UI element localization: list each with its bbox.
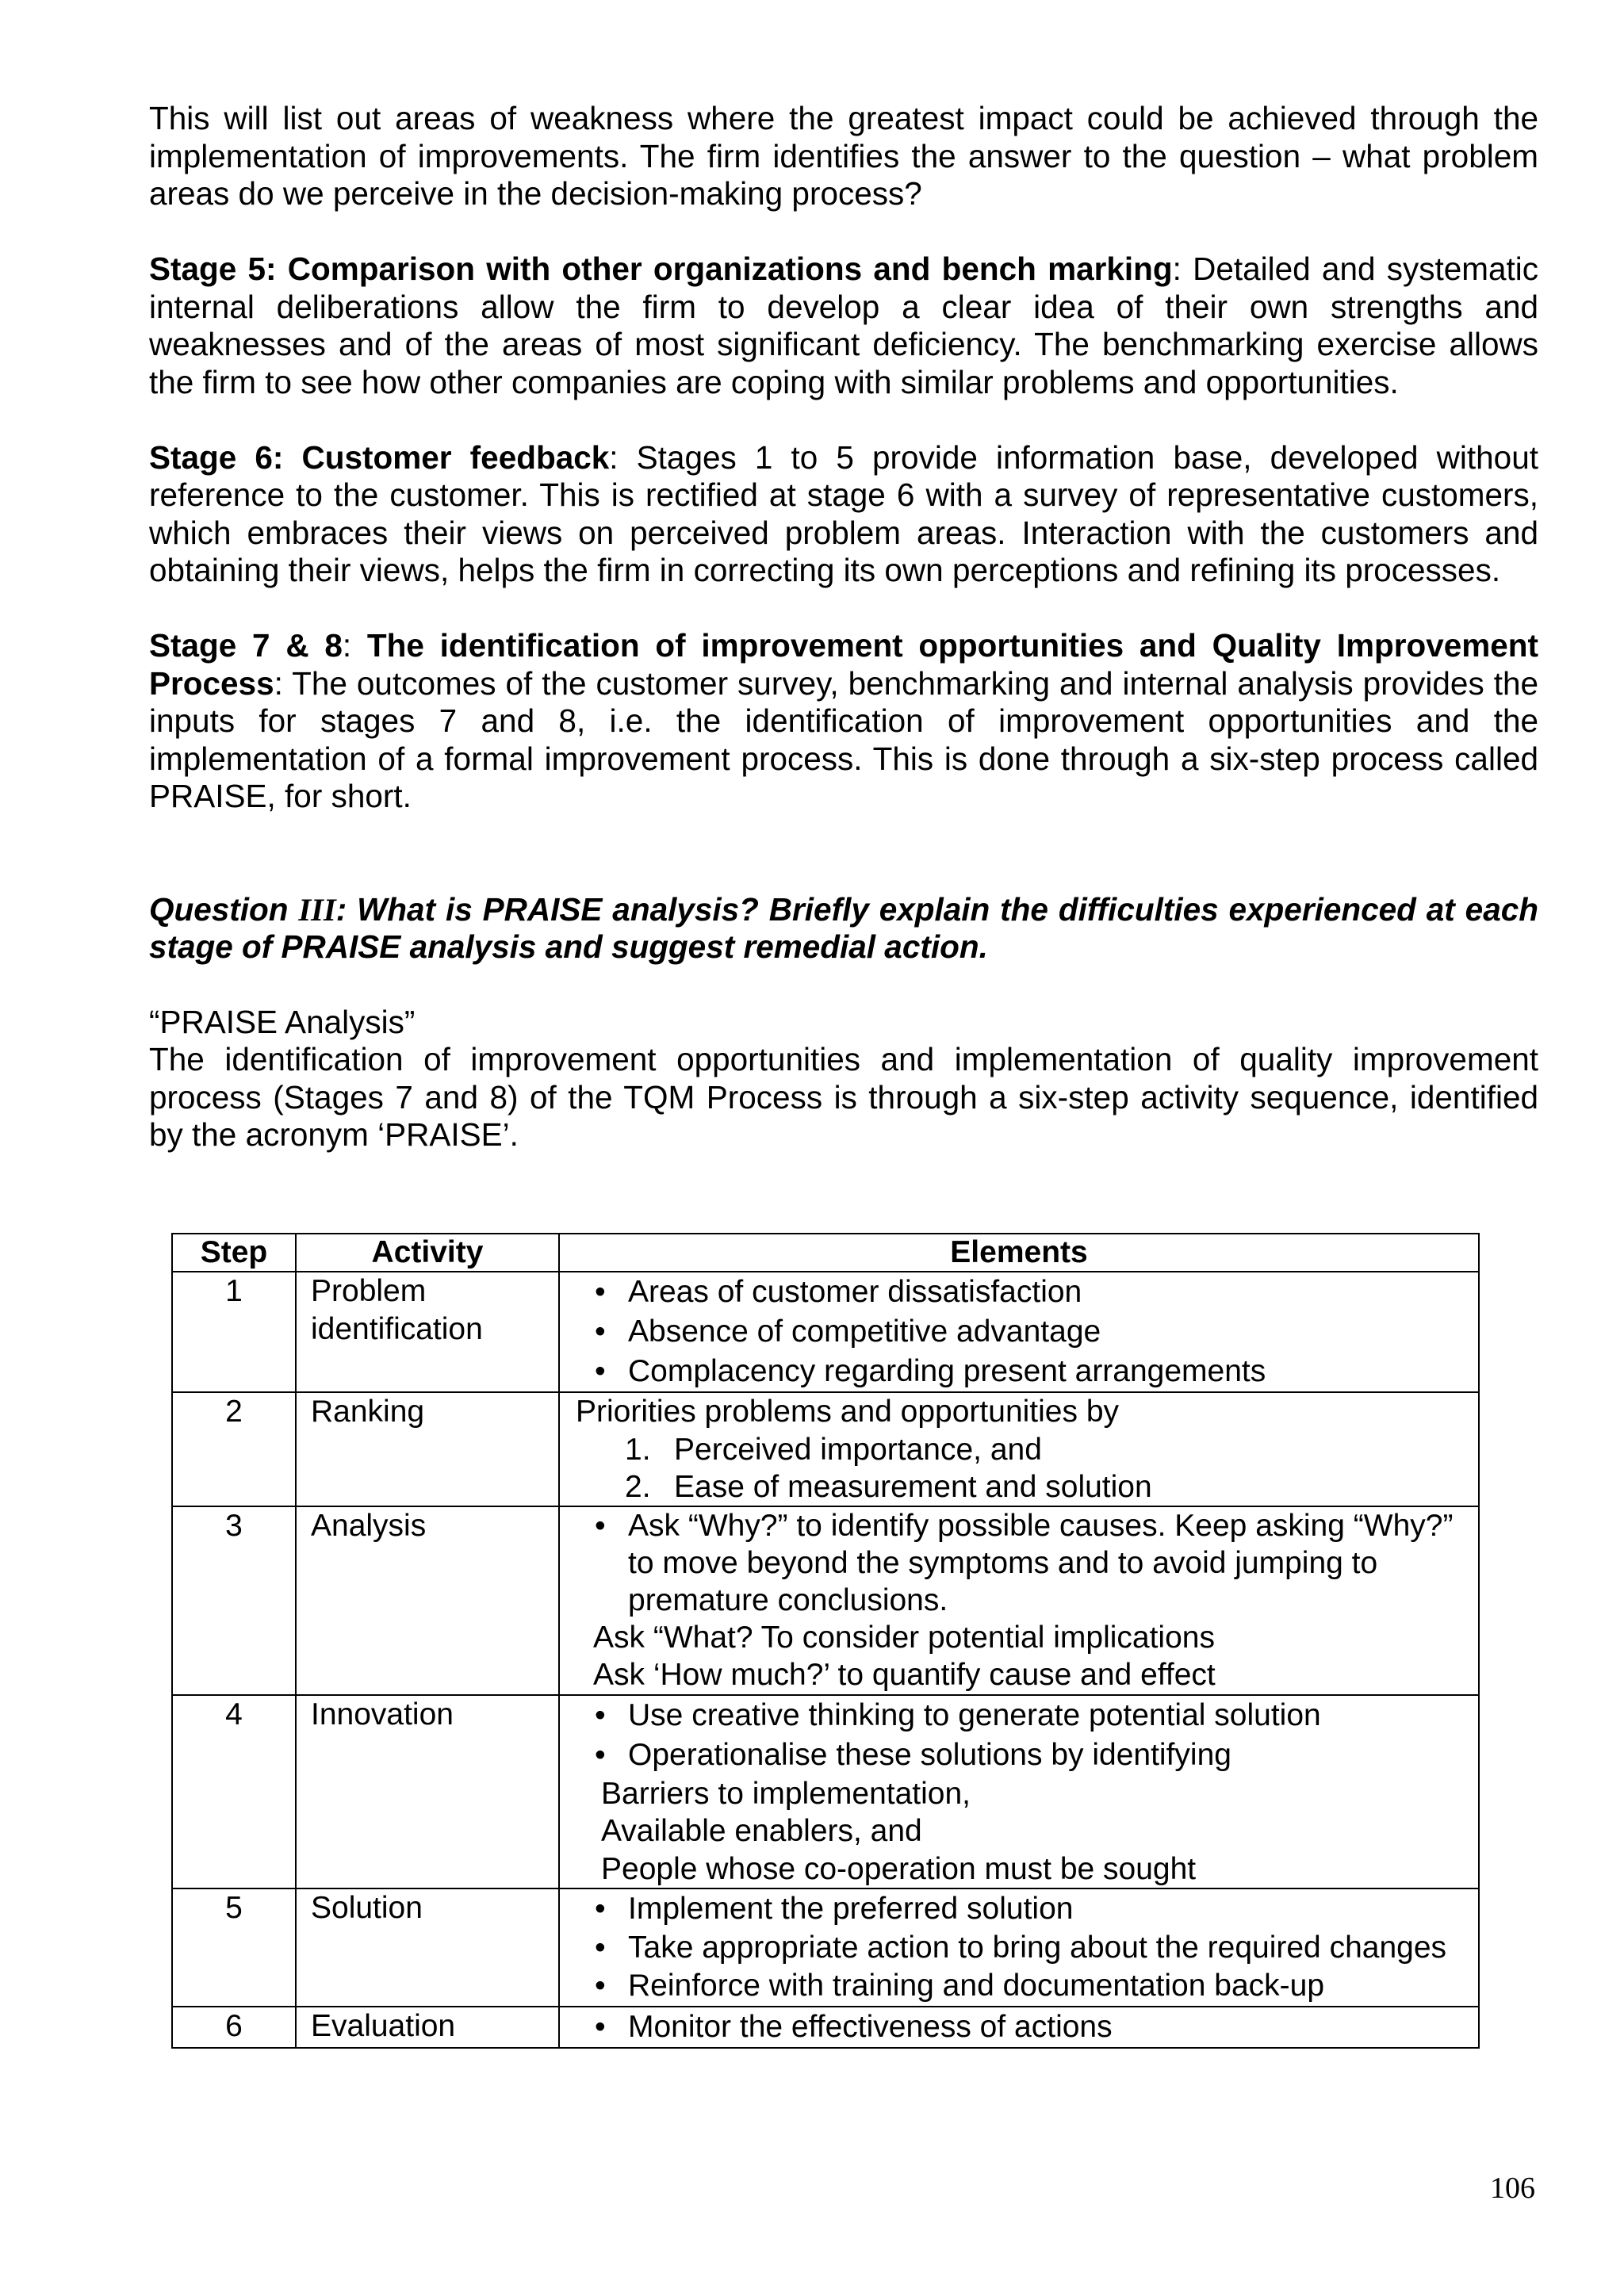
question-heading bbox=[149, 891, 1538, 966]
list-item: • Complacency regarding present arrangements bbox=[560, 1352, 1478, 1391]
text-line: Ask ‘How much?’ to quantify cause and effect bbox=[593, 1658, 1216, 1692]
activity-cell: Innovation bbox=[296, 1695, 559, 1889]
text-line: Ask “What? To consider potential implications bbox=[593, 1620, 1215, 1655]
list-item: • Implement the preferred solution bbox=[560, 1889, 1478, 1929]
stage-6-heading: Stage 6: Customer feedback bbox=[149, 438, 610, 476]
header-elements: Elements bbox=[559, 1234, 1479, 1272]
header-step: Step bbox=[172, 1234, 296, 1272]
table-row bbox=[172, 1272, 1479, 1392]
step-cell: 6 bbox=[172, 2007, 296, 2048]
ranking-lead: Priorities problems and opportunities by bbox=[576, 1395, 1120, 1429]
text-line: People whose co-operation must be sought bbox=[601, 1851, 1197, 1886]
table-row bbox=[172, 1506, 1479, 1695]
list-item: • Operationalise these solutions by identifying bbox=[560, 1735, 1478, 1775]
paragraph-stage-5 bbox=[149, 251, 1538, 401]
list-item: • Areas of customer dissatisfaction bbox=[560, 1272, 1478, 1312]
stage-6-text: : Stages 1 to 5 provide information base, developed without reference to the customer. This is rectified at stage 6 with a survey of representative customers, which embraces their views on perceived problem areas. Interaction with the customers and obtaining their views, helps the firm in correcting its own perceptions and refining its processes. bbox=[149, 438, 1538, 588]
numbered-item bbox=[576, 1468, 1478, 1506]
elements-cell bbox=[559, 1888, 1479, 2007]
item-number: 1. bbox=[625, 1432, 651, 1467]
stage-7-8-heading: The identification of improvement opportunities and Quality Improvement Process bbox=[149, 627, 1539, 702]
question-text: : What is PRAISE analysis? Briefly explain the difficulties experienced at each stage of PRAISE analysis and suggest remedial action. bbox=[149, 890, 1538, 965]
list-item: • Absence of competitive advantage bbox=[560, 1312, 1478, 1352]
step-cell: 5 bbox=[172, 1888, 296, 2007]
table-row bbox=[172, 2007, 1479, 2048]
stage-5-text: : Detailed and systematic internal deliberations allow the firm to develop a clear idea of their own strengths and weaknesses and of the areas of most significant deficiency. The benchmarking exercise allows the firm to see how other companies are coping with similar problems and opportunities. bbox=[149, 251, 1538, 400]
table-row bbox=[172, 1392, 1479, 1506]
praise-title: “PRAISE Analysis” bbox=[149, 1003, 416, 1040]
paragraph-stage-6 bbox=[149, 439, 1538, 590]
stage-5-heading: Stage 5: Comparison with other organizations and bench marking bbox=[149, 251, 1173, 287]
question-prefix: Question bbox=[149, 890, 299, 928]
item-text: Perceived importance, and bbox=[674, 1432, 1042, 1467]
elements-cell bbox=[559, 1272, 1479, 1392]
list-item: • Monitor the effectiveness of actions bbox=[560, 2007, 1478, 2047]
list-item: • Reinforce with training and documentation back-up bbox=[560, 1966, 1478, 2006]
table-row bbox=[172, 1888, 1479, 2007]
elements-cell bbox=[559, 1506, 1479, 1695]
list-item: • Use creative thinking to generate potential solution bbox=[560, 1696, 1478, 1735]
step-cell: 1 bbox=[172, 1272, 296, 1392]
stage-7-8-label: Stage 7 & 8 bbox=[149, 627, 343, 664]
praise-table bbox=[171, 1233, 1480, 2049]
elements-cell bbox=[559, 1392, 1479, 1506]
stage-7-8-separator: : bbox=[342, 627, 367, 664]
paragraph-weakness-areas: This will list out areas of weakness where the greatest impact could be achieved through the implementation of improvements. The firm identifies the answer to the question – what problem areas do we perceive in the decision-making process? bbox=[149, 100, 1538, 212]
stage-7-8-text: : The outcomes of the customer survey, benchmarking and internal analysis provides the inputs for stages 7 and 8, i.e. the identification of improvement opportunities and the implementation of a formal improvement process. This is done through a six-step process called PRAISE, for short. bbox=[149, 664, 1538, 814]
activity-cell: Evaluation bbox=[296, 2007, 559, 2048]
numbered-item bbox=[576, 1431, 1478, 1468]
step-cell: 2 bbox=[172, 1392, 296, 1506]
list-item: • Ask “Why?” to identify possible causes. Keep asking “Why?” to move beyond the symptoms and to avoid jumping to premature conclusions. bbox=[560, 1507, 1478, 1619]
elements-cell bbox=[559, 1695, 1479, 1889]
question-numeral: III bbox=[298, 891, 336, 928]
item-text: Ease of measurement and solution bbox=[674, 1469, 1152, 1504]
text-line: Barriers to implementation, bbox=[601, 1776, 971, 1811]
step-cell: 3 bbox=[172, 1506, 296, 1695]
paragraph-stage-7-8 bbox=[149, 627, 1538, 816]
list-item: • Take appropriate action to bring about the required changes bbox=[560, 1929, 1478, 1966]
elements-cell bbox=[559, 2007, 1479, 2048]
item-number: 2. bbox=[625, 1469, 651, 1504]
praise-intro: The identification of improvement opportunities and implementation of quality improvement process (Stages 7 and 8) of the TQM Process is through a six-step activity sequence, identified by the acronym ‘PRAISE’. bbox=[149, 1041, 1538, 1153]
activity-cell: Analysis bbox=[296, 1506, 559, 1695]
activity-cell: Ranking bbox=[296, 1392, 559, 1506]
activity-cell: Problem identification bbox=[296, 1272, 559, 1392]
text-line: Available enablers, and bbox=[601, 1814, 922, 1848]
activity-cell: Solution bbox=[296, 1888, 559, 2007]
table-header-row bbox=[172, 1234, 1479, 1272]
table-row bbox=[172, 1695, 1479, 1889]
step-cell: 4 bbox=[172, 1695, 296, 1889]
document-body bbox=[149, 100, 1538, 1154]
page-number: 106 bbox=[1490, 2172, 1535, 2205]
header-activity: Activity bbox=[296, 1234, 559, 1272]
